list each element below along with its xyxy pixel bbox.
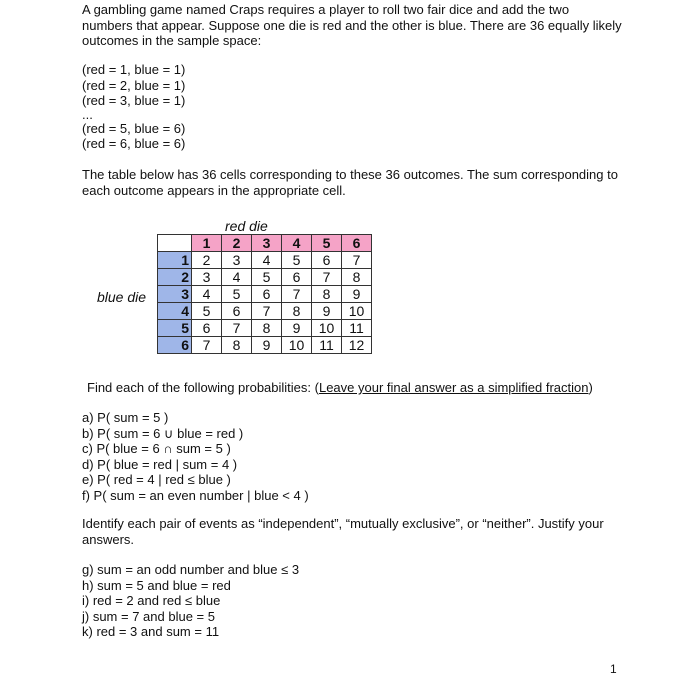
sum-cell: 11: [312, 337, 342, 354]
find-underlined-note: Leave your final answer as a simplified fraction: [318, 380, 589, 395]
table-row: [158, 337, 372, 354]
outcome-item: (red = 2, blue = 1): [82, 77, 186, 93]
red-header-cell: 1: [192, 235, 222, 252]
sum-cell: 8: [282, 303, 312, 320]
question-item: e) P( red = 4 | red ≤ blue ): [82, 472, 231, 487]
sum-cell: 8: [312, 286, 342, 303]
blue-die-label: blue die: [97, 289, 147, 305]
table-description: [82, 167, 622, 198]
blue-header-cell: 3: [158, 286, 192, 303]
table-row: [158, 269, 372, 286]
intro-text: A gambling game named Craps requires a player to roll two fair dice and add the two numbers that appear. Suppose one die is red and the other is blue. There are 36 equally likely outcomes in the sample space:: [82, 2, 622, 48]
sum-cell: 6: [192, 320, 222, 337]
question-item: c) P( blue = 6 ∩ sum = 5 ): [82, 441, 231, 456]
sum-cell: 6: [252, 286, 282, 303]
blue-header-cell: 1: [158, 252, 192, 269]
sum-cell: 7: [342, 252, 372, 269]
sum-cell: 7: [312, 269, 342, 286]
probability-questions: [82, 410, 309, 503]
sum-cell: 10: [342, 303, 372, 320]
blue-header-cell: 5: [158, 320, 192, 337]
outcome-list: [82, 62, 185, 152]
outcome-item: (red = 1, blue = 1): [82, 62, 186, 77]
sum-cell: 7: [222, 320, 252, 337]
page-number: 1: [610, 662, 617, 676]
identify-text: Identify each pair of events as “independent”, “mutually exclusive”, or “neither”. Justify your answers.: [82, 516, 604, 547]
sum-cell: 4: [252, 252, 282, 269]
question-item: a) P( sum = 5 ): [82, 410, 169, 425]
pair-item: k) red = 3 and sum = 11: [82, 624, 220, 639]
pair-item: i) red = 2 and red ≤ blue: [82, 593, 221, 608]
table-description-text: The table below has 36 cells corresponding to these 36 outcomes. The sum corresponding to each outcome appears in the appropriate cell.: [82, 167, 618, 198]
sum-cell: 6: [282, 269, 312, 286]
sum-cell: 10: [312, 320, 342, 337]
question-item: d) P( blue = red | sum = 4 ): [82, 456, 238, 472]
find-instruction: [87, 380, 593, 395]
sum-cell: 8: [222, 337, 252, 354]
sum-cell: 4: [222, 269, 252, 286]
outcome-item: (red = 3, blue = 1): [82, 93, 186, 108]
red-header-cell: 3: [252, 235, 282, 252]
sum-cell: 7: [282, 286, 312, 303]
find-suffix: ): [588, 380, 593, 395]
blue-header-cell: 2: [158, 269, 192, 286]
table-row: [158, 252, 372, 269]
sum-cell: 12: [342, 337, 372, 354]
sum-cell: 5: [252, 269, 282, 286]
sum-cell: 3: [192, 269, 222, 286]
table-row: [158, 303, 372, 320]
sum-cell: 7: [252, 303, 282, 320]
sum-cell: 6: [312, 252, 342, 269]
pair-item: g) sum = an odd number and blue ≤ 3: [82, 562, 300, 577]
sum-cell: 9: [342, 286, 372, 303]
outcome-item: (red = 6, blue = 6): [82, 136, 186, 151]
sum-cell: 11: [342, 320, 372, 337]
sum-cell: 9: [312, 303, 342, 320]
sum-cell: 9: [252, 337, 282, 354]
dice-sum-table: [157, 234, 372, 354]
event-pairs: [82, 562, 299, 640]
outcome-ellipsis: ...: [82, 106, 93, 122]
table-row: [158, 286, 372, 303]
sum-cell: 7: [192, 337, 222, 354]
sum-cell: 8: [252, 320, 282, 337]
red-header-cell: 5: [312, 235, 342, 252]
sum-cell: 4: [192, 286, 222, 303]
sum-cell: 8: [342, 269, 372, 286]
blue-header-cell: 4: [158, 303, 192, 320]
sum-cell: 10: [282, 337, 312, 354]
red-header-cell: 2: [222, 235, 252, 252]
red-die-label: red die: [225, 218, 268, 234]
outcome-item: (red = 5, blue = 6): [82, 120, 186, 136]
pair-item: h) sum = 5 and blue = red: [82, 577, 231, 593]
blue-header-cell: 6: [158, 337, 192, 354]
sum-cell: 9: [282, 320, 312, 337]
sum-cell: 5: [282, 252, 312, 269]
header-row: [158, 235, 372, 252]
red-header-cell: 4: [282, 235, 312, 252]
identify-instruction: [82, 516, 622, 547]
sum-cell: 3: [222, 252, 252, 269]
question-item: b) P( sum = 6 ∪ blue = red ): [82, 425, 244, 441]
table-row: [158, 320, 372, 337]
sum-cell: 5: [222, 286, 252, 303]
corner-cell: [158, 235, 192, 252]
sum-cell: 6: [222, 303, 252, 320]
red-header-cell: 6: [342, 235, 372, 252]
pair-item: j) sum = 7 and blue = 5: [82, 608, 215, 624]
sum-cell: 2: [192, 252, 222, 269]
sum-cell: 5: [192, 303, 222, 320]
question-item: f) P( sum = an even number | blue < 4 ): [82, 487, 309, 503]
intro-paragraph: [82, 2, 622, 49]
find-prefix: Find each of the following probabilities: (: [87, 380, 319, 395]
